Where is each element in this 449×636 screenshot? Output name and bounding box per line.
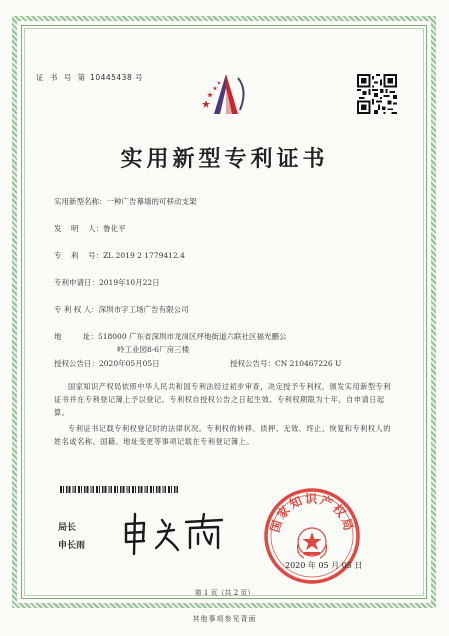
field-address	[54, 331, 286, 342]
field-inventor	[54, 223, 126, 234]
field-value: ZL 2019 2 1779412.4	[103, 251, 185, 260]
field-value: 2020年05月05日	[99, 359, 160, 368]
field-label: 授权公告日：	[54, 359, 99, 368]
cert-number-suffix: 号	[135, 73, 144, 82]
field-grant-date	[54, 358, 160, 369]
field-label: 实用新型名称：	[54, 197, 107, 206]
field-label: 地 址：	[54, 332, 98, 341]
official-seal-icon	[262, 486, 362, 586]
cert-number-label: 证 书 号 第	[36, 73, 88, 82]
field-utility-name	[54, 196, 197, 207]
field-label: 授权公告号：	[230, 359, 275, 368]
document-title: 实用新型专利证书	[120, 146, 329, 172]
field-value: 518000 广东省深圳市龙岗区坪地街道六联社区福光鹏公	[97, 332, 287, 341]
certificate-number	[36, 72, 143, 83]
field-patent-holder	[54, 304, 189, 315]
field-value: 2019年10月22日	[99, 278, 160, 287]
field-filing-date	[54, 277, 160, 288]
field-publication-number	[230, 358, 341, 369]
footer-note: 其他事项参见背面	[192, 615, 257, 623]
field-value: 深圳市字工场广告有限公司	[98, 305, 189, 314]
field-label: 专 利 权 人：	[54, 305, 99, 314]
cnipa-logo-icon	[196, 70, 256, 120]
field-address-line-2: 岭工业园8-6厂房三楼	[117, 345, 190, 354]
barcode-icon	[60, 486, 178, 493]
signatory-name: 申长雨	[58, 541, 86, 551]
svg-text:国家知识产权局: 国家知识产权局	[267, 491, 357, 534]
paragraph-grant-notice: 国家知识产权局依照中华人民共和国专利法经过初步审查，决定授予专利权，颁发实用新型专利证书并在专利登记簿上予以登记。专利权自授权公告之日起生效。专利权期限为十年，自申请日起算。	[54, 382, 391, 417]
field-label: 发 明 人：	[54, 224, 104, 233]
signatory-title: 局长	[58, 523, 77, 533]
paragraph-legal-status: 专利证书记载专利权登记时的法律状况。专利权的转移、质押、无效、终止、恢复和专利权人的姓名或名称、国籍、地址变更等事项记载在专利登记簿上。	[54, 424, 391, 446]
field-value: 鲁化平	[103, 224, 126, 233]
field-value: 一种广告幕墙的可移动支架	[106, 197, 197, 206]
field-label: 专 利 号：	[54, 251, 104, 260]
field-label: 专利申请日：	[54, 278, 99, 287]
page-number: 第 1 页（共 2 页）	[194, 589, 255, 597]
qr-code-icon	[357, 74, 397, 114]
field-value: CN 210467226 U	[275, 359, 342, 368]
cert-number-value: 10445438	[90, 73, 133, 82]
field-patent-number	[54, 250, 185, 261]
signature-icon	[120, 510, 230, 556]
issue-date: 2020 年 05 月 05 日	[285, 561, 363, 570]
